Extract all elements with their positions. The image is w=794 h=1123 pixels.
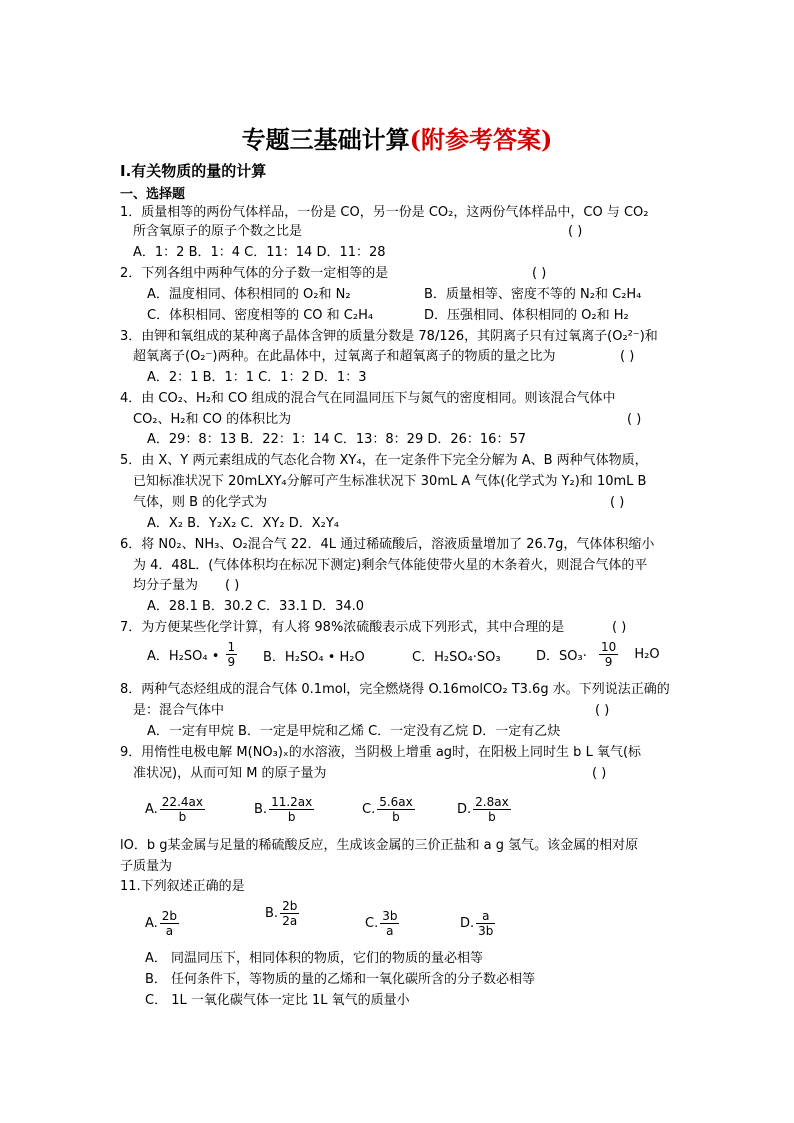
q8-options: A．一定有甲烷 B．一定是甲烷和乙烯 C．一定没有乙烷 D．一定有乙炔	[147, 724, 561, 739]
q6-line1: 6．将 N0₂、NH₃、O₂混合气 22．4L 通过稀硫酸后，溶液质量增加了 26.7g，气体体积缩小	[120, 537, 655, 552]
q9-d-den: b	[488, 810, 496, 824]
q7-a-den: 9	[227, 655, 236, 669]
q10-line1: lO．b g某金属与足量的稀硫酸反应，生成该金属的三价正盐和 a g 氢气。该金属的相对原	[120, 838, 639, 853]
q9-b-fraction	[269, 795, 314, 824]
q7-a-fraction	[226, 640, 238, 669]
q9-c-den: b	[392, 810, 400, 824]
q4-line1: 4．由 CO₂、H₂和 CO 组成的混合气在同温同压下与氮气的密度相同。则该混合气体中	[120, 391, 616, 406]
q4-line2: CO₂、H₂和 CO 的体积比为	[133, 412, 292, 427]
q7-line1: 7．为方便某些化学计算，有人将 98%浓硫酸表示成下列形式，其中合理的是	[120, 620, 565, 635]
q9-d-label: D.	[457, 802, 472, 817]
q6-line2: 为 4．48L．(气体体积均在标况下测定)剩余气体能使带火星的木条着火，则混合气体的平	[133, 558, 648, 573]
q2-option-c: C．体积相同、密度相等的 CO 和 C₂H₄	[147, 308, 374, 323]
q8-line2: 是：混合气体中	[133, 703, 225, 718]
q9-option-c	[362, 795, 417, 824]
q10-option-b	[265, 899, 301, 928]
q7-option-c: C．H₂SO₄·SO₃	[412, 650, 501, 665]
q9-a-label: A.	[145, 802, 158, 817]
q7-d-fraction	[599, 640, 618, 669]
q2-paren: ( )	[532, 266, 547, 281]
q10-a-fraction	[160, 909, 179, 938]
q7-d-den: 9	[604, 655, 613, 669]
q5-line2: 已知标准状况下 20mLXY₄分解可产生标准状况下 30mL A 气体(化学式为 Y₂)和 10mL B	[133, 474, 647, 489]
q10-b-fraction	[280, 899, 299, 928]
q11-option-a: A． 同温同压下，相同体积的物质，它们的物质的量必相等	[145, 951, 484, 966]
q10-option-d	[460, 909, 497, 938]
q7-a-num: 1	[227, 640, 236, 654]
q1-line2: 所含氧原子的原子个数之比是	[133, 224, 303, 239]
q5-options: A．X₂ B．Y₂X₂ C．XY₂ D．X₂Y₄	[147, 516, 340, 531]
q10-c-fraction	[380, 909, 399, 938]
q10-a-label: A.	[145, 916, 158, 931]
q9-b-label: B.	[254, 802, 268, 817]
q5-line3: 气体，则 B 的化学式为	[133, 495, 268, 510]
q3-paren: ( )	[620, 349, 635, 364]
q9-b-num: 11.2ax	[271, 795, 313, 809]
q3-options: A．2：1 B．1：1 C．1：2 D．1：3	[147, 370, 367, 385]
q7-d-num: 10	[600, 640, 617, 654]
q10-b-label: B.	[265, 906, 279, 921]
q4-paren: ( )	[627, 412, 642, 427]
q6-options: A．28.1 B．30.2 C．33.1 D．34.0	[147, 599, 365, 614]
q7-d-suffix: H₂O	[634, 647, 660, 662]
q9-option-b	[254, 795, 316, 824]
q9-c-num: 5.6ax	[379, 795, 413, 809]
q10-c-den: a	[386, 924, 394, 938]
q11-option-b: B． 任何条件下，等物质的量的乙烯和一氧化碳所含的分子数必相等	[145, 972, 536, 987]
q9-line2: 准状况)，从而可知 M 的原子量为	[133, 766, 327, 781]
q9-option-a	[145, 795, 207, 824]
q2-option-a: A．温度相同、体积相同的 O₂和 N₂	[147, 287, 351, 302]
section-heading: Ⅰ.有关物质的量的计算	[120, 162, 267, 180]
q3-line1: 3．由钾和氧组成的某种离子晶体含钾的质量分数是 78/126，其阴离子只有过氧离子(O₂²⁻)和	[120, 329, 658, 344]
q9-line1: 9．用惰性电极电解 M(NO₃)ₓ的水溶液，当阴极上增重 ag时，在阳极上同时生 b L 氧气(标	[120, 745, 642, 760]
q10-d-label: D.	[460, 916, 475, 931]
q10-a-num: 2b	[161, 909, 178, 923]
q10-c-label: C.	[365, 916, 379, 931]
title-main: 专题三基础计算	[241, 125, 410, 154]
q10-b-den: 2a	[282, 914, 298, 928]
q2-line1: 2．下列各组中两种气体的分子数一定相等的是	[120, 266, 389, 281]
q10-b-num: 2b	[282, 899, 298, 913]
title-sub: (附参考答案)	[409, 125, 553, 154]
q10-option-c	[365, 909, 401, 938]
q9-d-num: 2.8ax	[475, 795, 509, 809]
q2-option-d: D．压强相同、体积相同的 O₂和 H₂	[424, 308, 629, 323]
q5-paren: ( )	[610, 495, 625, 510]
q7-option-a	[147, 640, 239, 669]
q2-option-b: B．质量相等、密度不等的 N₂和 C₂H₄	[424, 287, 642, 302]
q1-line1: 1．质量相等的两份气体样品，一份是 CO，另一份是 CO₂，这两份气体样品中，CO 与 CO₂	[120, 205, 649, 220]
q10-d-den: 3b	[478, 924, 494, 938]
q6-paren: ( )	[225, 578, 240, 593]
q7-d-prefix: D．SO₃·	[536, 649, 587, 664]
q9-a-num: 22.4ax	[161, 795, 203, 809]
q9-a-den: b	[178, 810, 187, 824]
q9-b-den: b	[287, 810, 296, 824]
q9-c-fraction	[377, 795, 415, 824]
q11-option-c: C． 1L 一氧化碳气体一定比 1L 氧气的质量小	[145, 993, 410, 1008]
q7-paren: ( )	[612, 620, 627, 635]
q10-line2: 子质量为	[120, 859, 173, 874]
q10-option-a	[145, 909, 181, 938]
q8-paren: ( )	[595, 703, 610, 718]
q9-option-d	[457, 795, 513, 824]
q7-option-d	[536, 640, 660, 669]
subsection-heading: 一、选择题	[120, 187, 186, 202]
q10-c-num: 3b	[382, 909, 398, 923]
q7-a-prefix: A．H₂SO₄ •	[147, 649, 220, 664]
q9-d-fraction	[473, 795, 511, 824]
q5-line1: 5．由 X、Y 两元素组成的气态化合物 XY₄，在一定条件下完全分解为 A、B 两种气体物质，	[120, 453, 648, 468]
q6-line3: 均分子量为	[133, 578, 199, 593]
page-title	[0, 120, 794, 155]
q9-a-fraction	[160, 795, 205, 824]
q8-line1: 8．两种气态烃组成的混合气体 0.1mol，完全燃烧得 O.16molCO₂ T3.6g 水。下列说法正确的	[120, 682, 670, 697]
q1-paren: ( )	[568, 224, 583, 239]
q10-d-fraction	[476, 909, 495, 938]
q11-line1: 11.下列叙述正确的是	[120, 879, 245, 894]
q9-paren: ( )	[592, 766, 607, 781]
q4-options: A．29：8：13 B．22：1：14 C．13：8：29 D．26：16：57	[147, 432, 526, 447]
q10-d-num: a	[476, 909, 495, 924]
q9-c-label: C.	[362, 802, 376, 817]
q1-options: A．1：2 B．1：4 C．11：14 D．11：28	[133, 245, 386, 260]
q3-line2: 超氧离子(O₂⁻)两种。在此晶体中，过氧离子和超氧离子的物质的量之比为	[133, 349, 556, 364]
q10-a-den: a	[165, 924, 174, 938]
q7-option-b: B．H₂SO₄ • H₂O	[263, 650, 365, 665]
